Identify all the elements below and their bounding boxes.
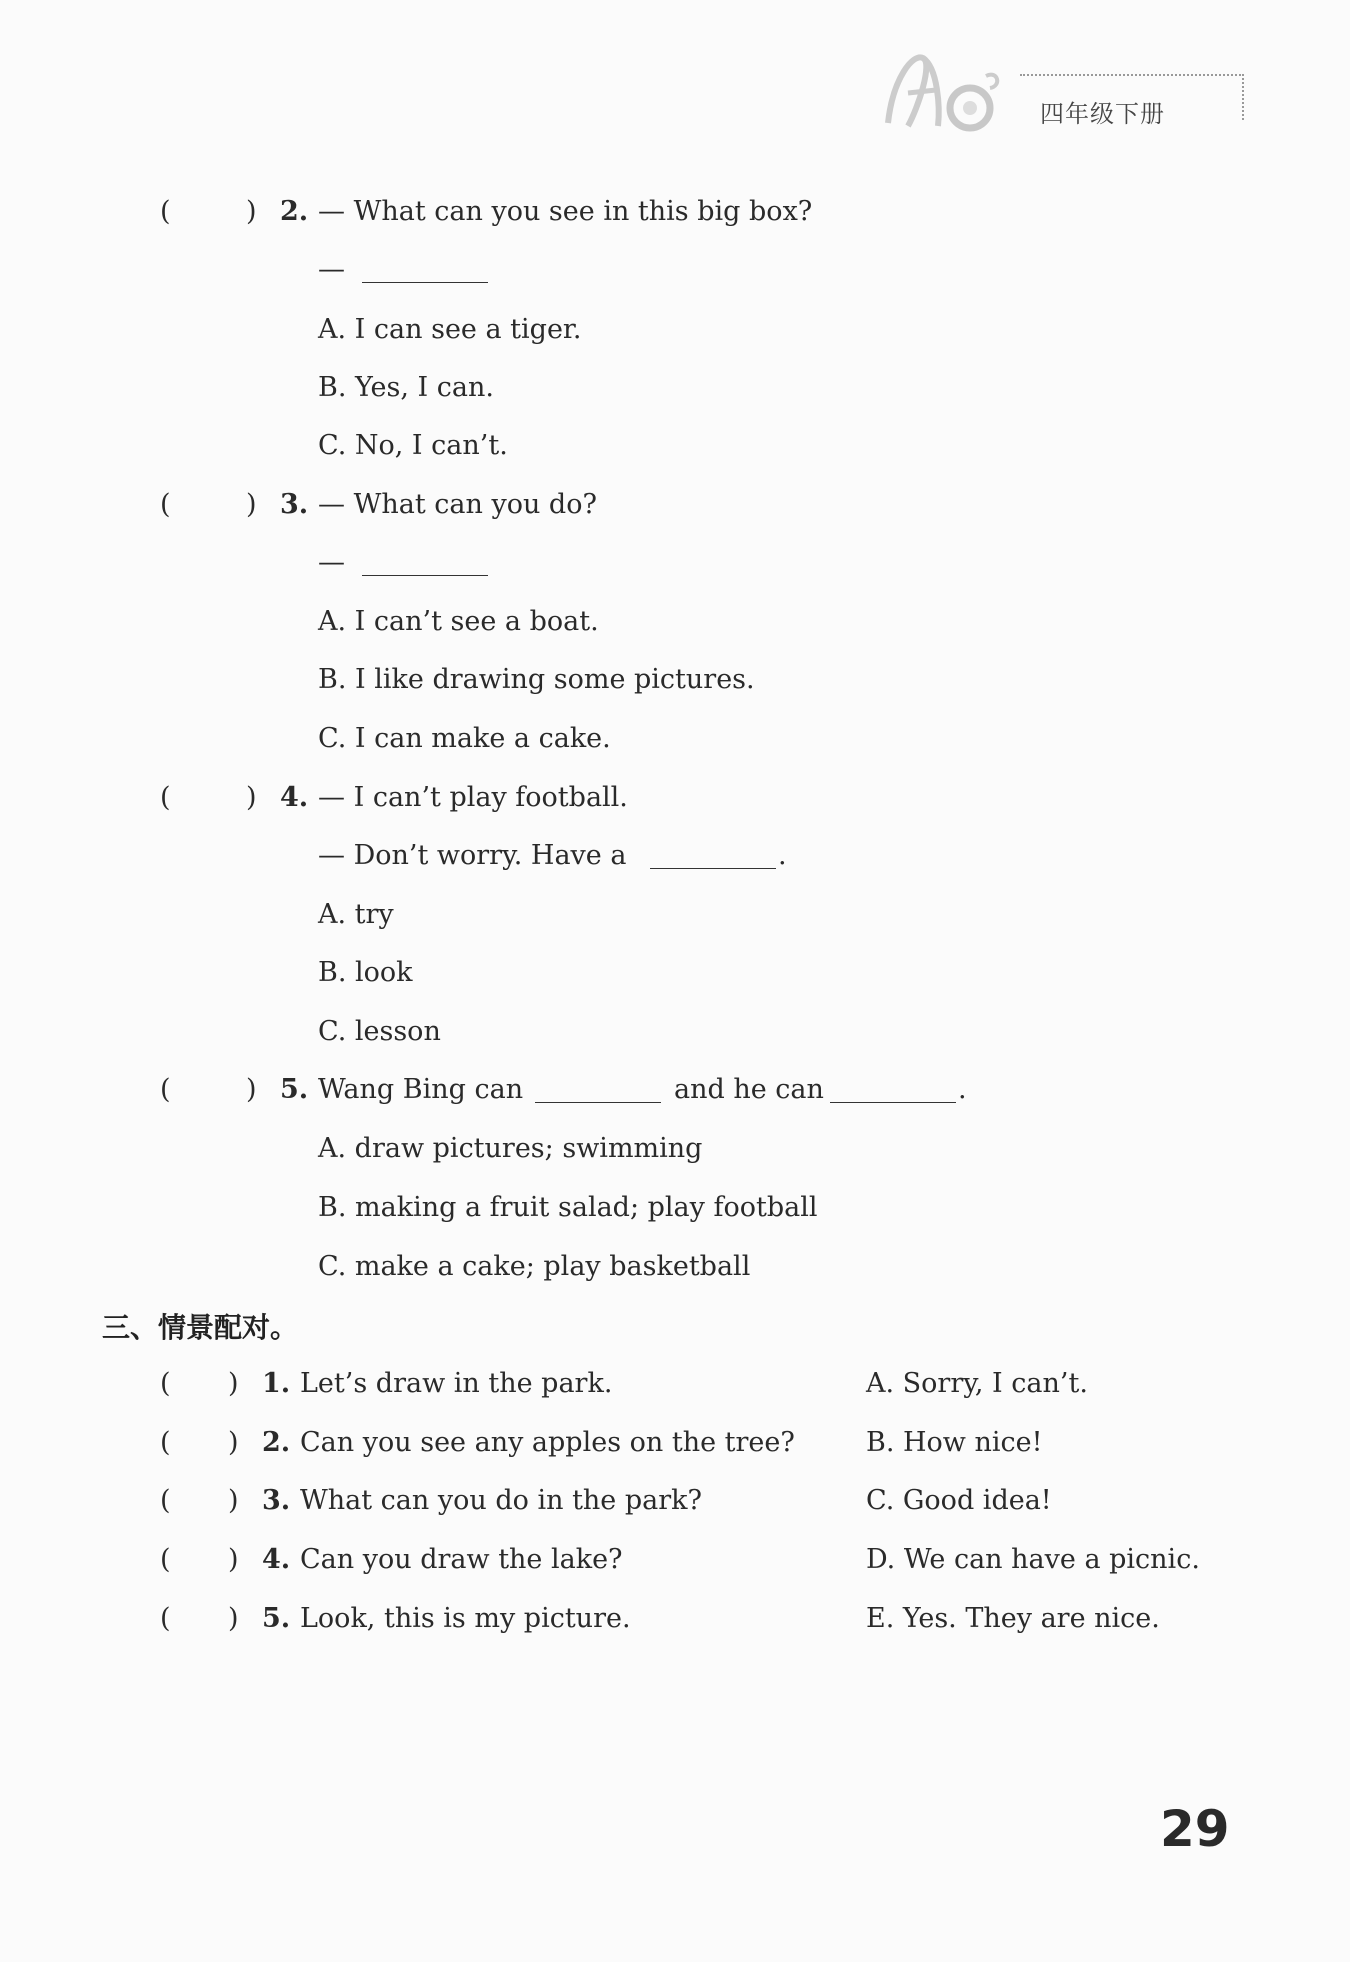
question-number: 4. bbox=[280, 782, 309, 813]
answer-paren-open: ( bbox=[160, 196, 171, 227]
answer-paren-close: ) bbox=[228, 1427, 239, 1458]
option-b: B. I like drawing some pictures. bbox=[318, 664, 755, 695]
question-text-part1: Wang Bing can bbox=[318, 1074, 524, 1105]
answer-paren-open: ( bbox=[160, 1368, 171, 1399]
match-number: 2. bbox=[262, 1427, 291, 1458]
answer-paren-open: ( bbox=[160, 1427, 171, 1458]
question-number: 3. bbox=[280, 489, 309, 520]
answer-blank bbox=[362, 260, 488, 283]
page-header bbox=[870, 48, 1240, 138]
match-prompt: Look, this is my picture. bbox=[300, 1603, 631, 1634]
option-b: B. making a fruit salad; play football bbox=[318, 1192, 818, 1223]
option-c: C. lesson bbox=[318, 1016, 441, 1047]
match-option-b: B. How nice! bbox=[866, 1427, 1043, 1458]
answer-paren-close: ) bbox=[228, 1368, 239, 1399]
option-a: A. try bbox=[318, 899, 394, 930]
reply-text: — Don’t worry. Have a bbox=[318, 840, 627, 871]
answer-paren-close: ) bbox=[246, 489, 257, 520]
page-number: 29 bbox=[1160, 1800, 1230, 1858]
answer-paren-close: ) bbox=[246, 1074, 257, 1105]
answer-blank bbox=[650, 846, 776, 869]
option-c: C. No, I can’t. bbox=[318, 430, 508, 461]
answer-paren-open: ( bbox=[160, 1544, 171, 1575]
match-prompt: What can you do in the park? bbox=[300, 1485, 702, 1516]
match-number: 5. bbox=[262, 1603, 291, 1634]
answer-paren-close: ) bbox=[246, 782, 257, 813]
question-number: 5. bbox=[280, 1074, 309, 1105]
match-number: 1. bbox=[262, 1368, 291, 1399]
match-option-d: D. We can have a picnic. bbox=[866, 1544, 1200, 1575]
question-period: . bbox=[958, 1074, 967, 1105]
answer-blank bbox=[362, 553, 488, 576]
match-number: 4. bbox=[262, 1544, 291, 1575]
option-a: A. I can’t see a boat. bbox=[318, 606, 599, 637]
answer-paren-close: ) bbox=[228, 1603, 239, 1634]
match-number: 3. bbox=[262, 1485, 291, 1516]
question-text: — I can’t play football. bbox=[318, 782, 628, 813]
match-option-e: E. Yes. They are nice. bbox=[866, 1603, 1160, 1634]
answer-blank-1 bbox=[535, 1080, 661, 1103]
section-3-title: 三、情景配对。 bbox=[102, 1311, 299, 1344]
option-c: C. make a cake; play basketball bbox=[318, 1251, 751, 1282]
reply-period: . bbox=[778, 840, 787, 871]
grade-label: 四年级下册 bbox=[1040, 100, 1165, 128]
answer-paren-open: ( bbox=[160, 1074, 171, 1105]
match-prompt: Can you draw the lake? bbox=[300, 1544, 623, 1575]
option-a: A. draw pictures; swimming bbox=[318, 1133, 703, 1164]
answer-paren-open: ( bbox=[160, 782, 171, 813]
match-option-a: A. Sorry, I can’t. bbox=[866, 1368, 1088, 1399]
answer-paren-open: ( bbox=[160, 1485, 171, 1516]
question-text: — What can you do? bbox=[318, 489, 597, 520]
answer-paren-open: ( bbox=[160, 489, 171, 520]
answer-paren-close: ) bbox=[246, 196, 257, 227]
answer-paren-open: ( bbox=[160, 1603, 171, 1634]
answer-paren-close: ) bbox=[228, 1544, 239, 1575]
answer-blank-2 bbox=[830, 1080, 956, 1103]
question-text-part2: and he can bbox=[674, 1074, 824, 1105]
option-b: B. look bbox=[318, 957, 413, 988]
answer-paren-close: ) bbox=[228, 1485, 239, 1516]
question-number: 2. bbox=[280, 196, 309, 227]
question-text: — What can you see in this big box? bbox=[318, 196, 813, 227]
brand-logo-icon bbox=[878, 48, 1008, 138]
match-option-c: C. Good idea! bbox=[866, 1485, 1052, 1516]
match-prompt: Can you see any apples on the tree? bbox=[300, 1427, 795, 1458]
option-b: B. Yes, I can. bbox=[318, 372, 494, 403]
answer-dash: — bbox=[318, 547, 345, 578]
option-a: A. I can see a tiger. bbox=[318, 314, 582, 345]
answer-dash: — bbox=[318, 254, 345, 285]
match-prompt: Let’s draw in the park. bbox=[300, 1368, 613, 1399]
option-c: C. I can make a cake. bbox=[318, 723, 611, 754]
